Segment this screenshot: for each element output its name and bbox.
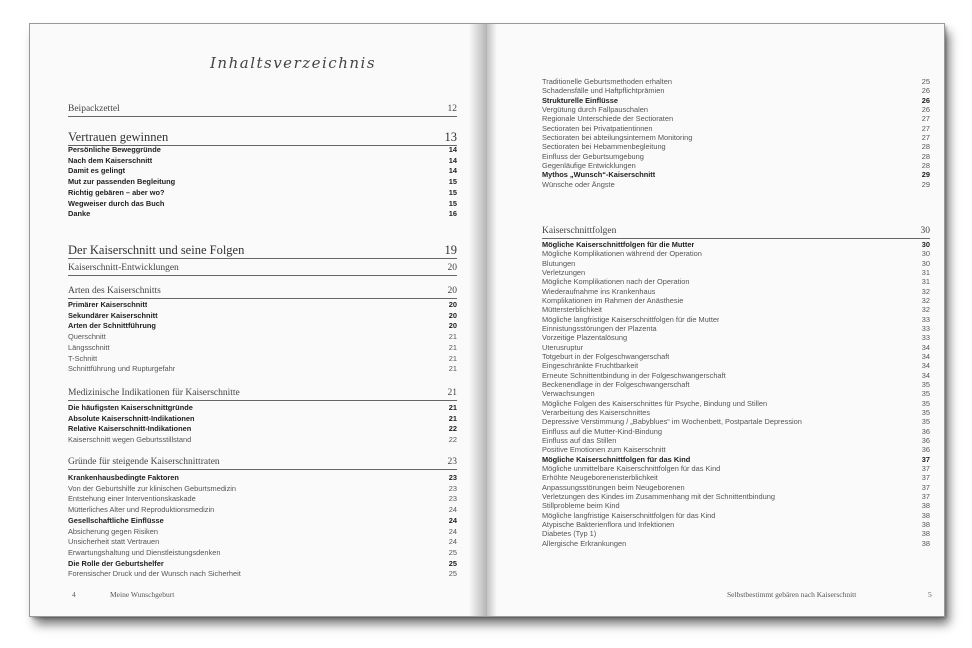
entry-page-number: 15 <box>448 198 457 208</box>
entry-page-number: 36 <box>921 426 930 436</box>
entry-page-number: 29 <box>921 170 930 180</box>
page-number-right: 5 <box>928 590 932 599</box>
toc-entry[interactable] <box>542 483 930 492</box>
section-title: Kaiserschnitt-Entwicklungen <box>68 263 179 273</box>
toc-entry[interactable] <box>68 505 457 514</box>
entry-page-number: 36 <box>921 435 930 445</box>
section-page-number: 21 <box>447 388 457 398</box>
toc-entry[interactable] <box>68 559 457 568</box>
entry-title: Nach dem Kaiserschnitt <box>68 155 153 165</box>
running-title-right: Selbstbestimmt gebären nach Kaiserschnitt <box>727 590 857 599</box>
section-page-number: 19 <box>444 243 457 257</box>
entry-title: Mögliche Komplikationen während der Operation <box>542 249 702 259</box>
toc-entry[interactable] <box>542 249 930 258</box>
entry-page-number: 33 <box>921 333 930 343</box>
entry-page-number: 20 <box>448 321 457 331</box>
entry-page-number: 34 <box>921 342 930 352</box>
entry-page-number: 38 <box>921 538 930 548</box>
entry-title: T-Schnitt <box>68 353 98 363</box>
entry-page-number: 35 <box>921 379 930 389</box>
entry-page-number: 32 <box>921 305 930 315</box>
toc-entry[interactable] <box>542 152 930 161</box>
toc-entry[interactable] <box>542 305 930 314</box>
entry-page-number: 22 <box>448 424 457 434</box>
section-title: Arten des Kaiserschnitts <box>68 286 161 296</box>
toc-section-heading[interactable] <box>68 457 457 470</box>
entry-title: Uterusruptur <box>542 342 584 352</box>
entry-title: Einfluss der Geburtsumgebung <box>542 151 644 161</box>
toc-entry[interactable] <box>68 569 457 578</box>
toc-entry[interactable] <box>68 527 457 536</box>
toc-entry[interactable] <box>68 484 457 493</box>
entry-page-number: 25 <box>448 547 457 557</box>
section-title: Der Kaiserschnitt und seine Folgen <box>68 243 245 257</box>
entry-page-number: 20 <box>448 300 457 309</box>
entry-title: Mythos „Wunsch“-Kaiserschnitt <box>542 170 656 180</box>
entry-title: Absolute Kaiserschnitt-Indikationen <box>68 413 195 423</box>
entry-title: Komplikationen im Rahmen der Anästhesie <box>542 295 684 305</box>
entry-page-number: 14 <box>448 166 457 176</box>
entry-page-number: 14 <box>448 155 457 165</box>
entry-page-number: 25 <box>921 77 930 86</box>
toc-entry[interactable] <box>542 86 930 95</box>
entry-page-number: 27 <box>921 123 930 133</box>
entry-title: Mögliche Komplikationen nach der Operation <box>542 277 690 287</box>
entry-page-number: 23 <box>448 494 457 504</box>
toc-entry[interactable] <box>68 145 457 154</box>
entry-page-number: 15 <box>448 187 457 197</box>
entry-page-number: 38 <box>921 501 930 511</box>
toc-entry[interactable] <box>68 424 457 433</box>
entry-title: Sectioraten bei abteilungsinternem Monitoring <box>542 132 693 142</box>
page-number-left: 4 <box>72 590 76 599</box>
toc-entry[interactable] <box>542 114 930 123</box>
entry-page-number: 28 <box>921 160 930 170</box>
toc-section-heading[interactable] <box>68 243 457 259</box>
entry-page-number: 37 <box>921 491 930 501</box>
entry-title: Forensischer Druck und der Wunsch nach Sicherheit <box>68 569 241 579</box>
entry-page-number: 26 <box>921 95 930 105</box>
entry-page-number: 27 <box>921 132 930 142</box>
toc-entry[interactable] <box>542 511 930 520</box>
toc-entry[interactable] <box>542 520 930 529</box>
toc-entry[interactable] <box>68 166 457 175</box>
entry-page-number: 24 <box>448 526 457 536</box>
entry-title: Mögliche Kaiserschnittfolgen für das Kind <box>542 454 691 464</box>
entry-page-number: 21 <box>448 342 457 352</box>
entry-title: Totgeburt in der Folgeschwangerschaft <box>542 351 670 361</box>
entry-title: Danke <box>68 209 91 219</box>
entry-title: Primärer Kaiserschnitt <box>68 300 148 309</box>
toc-entry[interactable] <box>542 324 930 333</box>
entry-title: Sectioraten bei Hebammenbegleitung <box>542 142 666 152</box>
toc-entry[interactable] <box>68 177 457 186</box>
entry-page-number: 37 <box>921 482 930 492</box>
entry-title: Verwachsungen <box>542 389 595 399</box>
entry-page-number: 32 <box>921 295 930 305</box>
entry-page-number: 23 <box>448 483 457 493</box>
section-page-number: 13 <box>444 130 457 144</box>
entry-page-number: 24 <box>448 537 457 547</box>
toc-entry[interactable] <box>68 414 457 423</box>
entry-title: Die häufigsten Kaiserschnittgründe <box>68 403 193 412</box>
entry-page-number: 35 <box>921 417 930 427</box>
book-spread <box>30 24 944 616</box>
entry-title: Die Rolle der Geburtshelfer <box>68 558 164 568</box>
section-page-number: 23 <box>447 457 457 467</box>
toc-entry[interactable] <box>68 188 457 197</box>
toc-entry[interactable] <box>68 300 457 309</box>
entry-page-number: 22 <box>448 435 457 445</box>
entry-page-number: 35 <box>921 389 930 399</box>
toc-entry[interactable] <box>542 161 930 170</box>
entry-page-number: 37 <box>921 473 930 483</box>
entry-title: Von der Geburtshilfe zur klinischen Geburtsmedizin <box>68 483 237 493</box>
section-page-number: 12 <box>447 104 457 114</box>
entry-title: Mögliche unmittelbare Kaiserschnittfolgen für das Kind <box>542 463 721 473</box>
entry-page-number: 34 <box>921 370 930 380</box>
entry-title: Relative Kaiserschnitt-Indikationen <box>68 424 192 434</box>
toc-entry[interactable] <box>542 315 930 324</box>
entry-page-number: 21 <box>448 332 457 342</box>
entry-title: Positive Emotionen zum Kaiserschnitt <box>542 445 666 455</box>
toc-entry[interactable] <box>542 399 930 408</box>
toc-entry[interactable] <box>542 343 930 352</box>
entry-title: Erneute Schnittentbindung in der Folgeschwangerschaft <box>542 370 726 380</box>
toc-entry[interactable] <box>542 408 930 417</box>
toc-entry[interactable] <box>68 311 457 320</box>
entry-title: Müttersterblichkeit <box>542 305 602 315</box>
entry-title: Eingeschränkte Fruchtbarkeit <box>542 361 639 371</box>
entry-title: Persönliche Beweggründe <box>68 145 161 154</box>
entry-page-number: 37 <box>921 463 930 473</box>
entry-page-number: 30 <box>921 249 930 259</box>
entry-title: Allergische Erkrankungen <box>542 538 627 548</box>
entry-title: Regionale Unterschiede der Sectioraten <box>542 114 674 124</box>
entry-title: Vergütung durch Fallpauschalen <box>542 104 649 114</box>
toc-section-heading[interactable] <box>542 226 930 239</box>
toc-entry[interactable] <box>542 180 930 189</box>
entry-title: Gegenläufige Entwicklungen <box>542 160 636 170</box>
entry-title: Verletzungen des Kindes im Zusammenhang mit der Schnittentbindung <box>542 491 775 501</box>
toc-entry[interactable] <box>68 494 457 503</box>
toc-entry[interactable] <box>68 209 457 218</box>
toc-entry[interactable] <box>542 170 930 179</box>
entry-title: Wiederaufnahme ins Krankenhaus <box>542 286 656 296</box>
entry-page-number: 36 <box>921 445 930 455</box>
entry-page-number: 26 <box>921 86 930 96</box>
toc-section-heading[interactable] <box>68 286 457 299</box>
toc-section-heading[interactable] <box>68 388 457 401</box>
toc-entry[interactable] <box>542 389 930 398</box>
toc-entry[interactable] <box>68 332 457 341</box>
toc-section-heading[interactable] <box>68 104 457 117</box>
entry-title: Mütterliches Alter und Reproduktionsmedizin <box>68 505 215 515</box>
entry-title: Absicherung gegen Risiken <box>68 526 158 536</box>
section-title: Kaiserschnittfolgen <box>542 226 617 236</box>
entry-page-number: 30 <box>921 258 930 268</box>
section-page-number: 20 <box>447 263 457 273</box>
toc-entry[interactable] <box>542 473 930 482</box>
entry-title: Entstehung einer Interventionskaskade <box>68 494 196 504</box>
entry-title: Mögliche langfristige Kaiserschnittfolgen für das Kind <box>542 510 716 520</box>
toc-entry[interactable] <box>542 240 930 249</box>
entry-title: Anpassungsstörungen beim Neugeborenen <box>542 482 685 492</box>
toc-entry[interactable] <box>542 464 930 473</box>
toc-entry[interactable] <box>542 105 930 114</box>
toc-entry[interactable] <box>542 333 930 342</box>
entry-page-number: 24 <box>448 515 457 525</box>
toc-entry[interactable] <box>68 435 457 444</box>
entry-page-number: 38 <box>921 510 930 520</box>
entry-page-number: 28 <box>921 142 930 152</box>
toc-entry[interactable] <box>542 259 930 268</box>
entry-title: Richtig gebären – aber wo? <box>68 187 165 197</box>
entry-title: Krankenhausbedingte Faktoren <box>68 473 179 482</box>
toc-entry[interactable] <box>68 473 457 482</box>
entry-page-number: 21 <box>448 413 457 423</box>
section-page-number: 20 <box>447 286 457 296</box>
toc-entry[interactable] <box>542 539 930 548</box>
entry-page-number: 25 <box>448 569 457 579</box>
entry-title: Mögliche Kaiserschnittfolgen für die Mutter <box>542 240 695 249</box>
section-title: Beipackzettel <box>68 104 120 114</box>
entry-page-number: 38 <box>921 529 930 539</box>
section-title: Medizinische Indikationen für Kaiserschnitte <box>68 388 240 398</box>
toc-entry[interactable] <box>542 287 930 296</box>
toc-entry[interactable] <box>542 371 930 380</box>
entry-page-number: 31 <box>921 277 930 287</box>
entry-title: Schadensfälle und Haftpflichtprämien <box>542 86 665 96</box>
entry-title: Atypische Bakterienflora und Infektionen <box>542 519 675 529</box>
entry-title: Verletzungen <box>542 267 586 277</box>
entry-page-number: 27 <box>921 114 930 124</box>
toc-entry[interactable] <box>542 77 930 86</box>
entry-title: Gesellschaftliche Einflüsse <box>68 515 164 525</box>
entry-title: Sectioraten bei Privatpatientinnen <box>542 123 653 133</box>
toc-entry[interactable] <box>542 352 930 361</box>
page-title: Inhaltsverzeichnis <box>210 54 377 72</box>
toc-entry[interactable] <box>68 354 457 363</box>
toc-entry[interactable] <box>542 124 930 133</box>
entry-title: Wegweiser durch das Buch <box>68 198 165 208</box>
entry-page-number: 38 <box>921 519 930 529</box>
entry-title: Einnistungsstörungen der Plazenta <box>542 323 657 333</box>
toc-entry[interactable] <box>542 436 930 445</box>
section-page-number: 30 <box>920 226 930 236</box>
toc-entry[interactable] <box>68 516 457 525</box>
toc-entry[interactable] <box>542 133 930 142</box>
toc-entry[interactable] <box>542 296 930 305</box>
entry-page-number: 21 <box>448 403 457 412</box>
section-title: Vertrauen gewinnen <box>68 130 169 144</box>
entry-page-number: 28 <box>921 151 930 161</box>
entry-title: Einfluss auf das Stillen <box>542 435 617 445</box>
toc-entry[interactable] <box>542 277 930 286</box>
entry-title: Einfluss auf die Mutter-Kind-Bindung <box>542 426 662 436</box>
entry-title: Unsicherheit statt Vertrauen <box>68 537 160 547</box>
toc-entry[interactable] <box>542 268 930 277</box>
entry-page-number: 37 <box>921 454 930 464</box>
toc-entry[interactable] <box>68 403 457 412</box>
entry-title: Mögliche Folgen des Kaiserschnittes für Psyche, Bindung und Stillen <box>542 398 768 408</box>
toc-entry[interactable] <box>542 380 930 389</box>
toc-entry[interactable] <box>68 537 457 546</box>
toc-entry[interactable] <box>68 321 457 330</box>
toc-entry[interactable] <box>542 96 930 105</box>
entry-page-number: 24 <box>448 505 457 515</box>
entry-page-number: 25 <box>448 558 457 568</box>
toc-entry[interactable] <box>542 142 930 151</box>
entry-page-number: 34 <box>921 351 930 361</box>
toc-section-heading[interactable] <box>68 263 457 276</box>
toc-section-heading[interactable] <box>68 130 457 146</box>
entry-page-number: 30 <box>921 240 930 249</box>
toc-entry[interactable] <box>542 445 930 454</box>
entry-page-number: 21 <box>448 353 457 363</box>
toc-entry[interactable] <box>542 501 930 510</box>
entry-title: Stillprobleme beim Kind <box>542 501 620 511</box>
section-title: Gründe für steigende Kaiserschnittraten <box>68 457 220 467</box>
left-page <box>30 24 487 616</box>
entry-page-number: 26 <box>921 104 930 114</box>
toc-entry[interactable] <box>68 199 457 208</box>
toc-entry[interactable] <box>542 427 930 436</box>
entry-title: Diabetes (Typ 1) <box>542 529 597 539</box>
entry-page-number: 35 <box>921 407 930 417</box>
toc-entry[interactable] <box>542 361 930 370</box>
entry-page-number: 16 <box>448 209 457 219</box>
entry-title: Sekundärer Kaiserschnitt <box>68 310 158 320</box>
entry-title: Blutungen <box>542 258 576 268</box>
entry-page-number: 32 <box>921 286 930 296</box>
entry-title: Wünsche oder Ängste <box>542 179 615 189</box>
entry-title: Längsschnitt <box>68 342 110 352</box>
entry-title: Schnittführung und Rupturgefahr <box>68 364 176 374</box>
entry-title: Erwartungshaltung und Dienstleistungsdenken <box>68 547 221 557</box>
entry-page-number: 33 <box>921 323 930 333</box>
entry-title: Beckenendlage in der Folgeschwangerschaft <box>542 379 690 389</box>
toc-entry[interactable] <box>542 529 930 538</box>
entry-title: Mut zur passenden Begleitung <box>68 177 176 187</box>
right-page <box>487 24 944 616</box>
entry-title: Verarbeitung des Kaiserschnittes <box>542 407 651 417</box>
entry-title: Vorzeitige Plazentalösung <box>542 333 628 343</box>
entry-title: Querschnitt <box>68 332 106 342</box>
entry-title: Strukturelle Einflüsse <box>542 95 618 105</box>
entry-page-number: 23 <box>448 473 457 482</box>
entry-title: Erhöhte Neugeborenensterblichkeit <box>542 473 658 483</box>
toc-entry[interactable] <box>542 417 930 426</box>
toc-entry[interactable] <box>542 455 930 464</box>
entry-page-number: 29 <box>921 179 930 189</box>
entry-title: Kaiserschnitt wegen Geburtsstillstand <box>68 435 192 445</box>
toc-entry[interactable] <box>542 492 930 501</box>
entry-title: Arten der Schnittführung <box>68 321 156 331</box>
entry-title: Depressive Verstimmung / „Babyblues“ im Wochenbett, Postpartale Depression <box>542 417 802 427</box>
running-title-left: Meine Wunschgeburt <box>110 590 175 599</box>
toc-entry[interactable] <box>68 548 457 557</box>
toc-entry[interactable] <box>68 343 457 352</box>
entry-title: Traditionelle Geburtsmethoden erhalten <box>542 77 672 86</box>
entry-page-number: 14 <box>448 145 457 154</box>
entry-page-number: 31 <box>921 267 930 277</box>
entry-title: Damit es gelingt <box>68 166 126 176</box>
entry-page-number: 33 <box>921 314 930 324</box>
toc-entry[interactable] <box>68 156 457 165</box>
toc-entry[interactable] <box>68 364 457 373</box>
entry-page-number: 21 <box>448 364 457 374</box>
entry-page-number: 20 <box>448 310 457 320</box>
entry-title: Mögliche langfristige Kaiserschnittfolgen für die Mutter <box>542 314 720 324</box>
entry-page-number: 35 <box>921 398 930 408</box>
entry-page-number: 34 <box>921 361 930 371</box>
entry-page-number: 15 <box>448 177 457 187</box>
